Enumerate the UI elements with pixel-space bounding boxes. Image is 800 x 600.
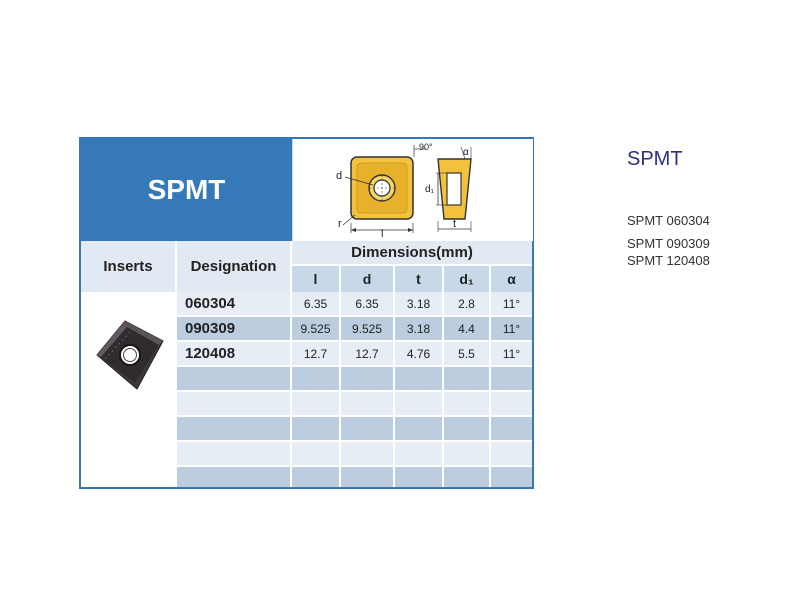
empty-table-row [177,392,532,417]
empty-table-row [177,467,532,487]
alpha-cell: 11° [502,346,521,361]
t-label: t [453,218,457,230]
r-label: r [338,218,342,230]
col-d1-header: d₁ [444,266,491,292]
l-label: l [381,228,384,240]
l-cell: 6.35 [292,292,341,315]
designation-cell: 090309 [177,317,292,340]
empty-table-row [177,417,532,442]
insert-photo-icon [91,315,169,395]
alpha-cell: 11° [502,321,521,336]
d1-cell: 2.8 [444,292,491,315]
sidebar-link[interactable]: SPMT 060304 [627,213,710,228]
technical-drawing-icon [293,139,533,241]
sidebar-link[interactable]: SPMT 120408 [627,253,710,268]
designation-header: Designation [177,241,292,292]
d1-cell: 5.5 [444,342,491,365]
t-cell: 3.18 [395,292,444,315]
inserts-header: Inserts [81,241,177,292]
col-l-header: l [292,266,341,292]
table-row [177,342,532,367]
d-cell: 9.525 [341,317,395,340]
l-cell: 12.7 [292,342,341,365]
table-row [177,292,532,317]
designation-cell: 120408 [177,342,292,365]
l-cell: 9.525 [292,317,341,340]
table-row [177,317,532,342]
sidebar-title: SPMT [627,148,683,170]
spec-table-card [79,137,534,489]
empty-table-row [177,442,532,467]
col-alpha-header: α [491,266,532,292]
d1-label: d₁ [425,184,434,195]
t-cell: 3.18 [395,317,444,340]
alpha-cell: 11° [502,296,521,311]
table-title: SPMT [81,139,292,241]
dimensions-header: Dimensions(mm) [292,241,532,266]
d-cell: 6.35 [341,292,395,315]
designation-cell: 060304 [177,292,292,315]
empty-table-row [177,367,532,392]
d1-cell: 4.4 [444,317,491,340]
d-label: d [336,170,343,182]
col-t-header: t [395,266,444,292]
angle-label: 90° [419,142,433,152]
sidebar-link[interactable]: SPMT 090309 [627,236,710,251]
t-cell: 4.76 [395,342,444,365]
d-cell: 12.7 [341,342,395,365]
alpha-label: α [463,147,469,158]
insert-dimension-diagram [292,139,533,241]
col-d-header: d [341,266,395,292]
